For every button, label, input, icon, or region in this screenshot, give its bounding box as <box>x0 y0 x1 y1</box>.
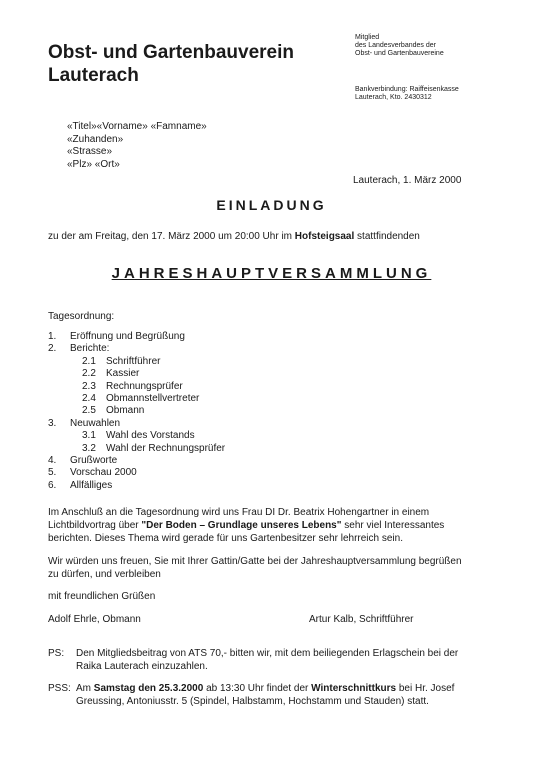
agenda-item-text: Grußworte <box>70 455 118 467</box>
agenda-item <box>48 455 225 467</box>
intro-text-after: stattfindenden <box>354 231 420 242</box>
pss-line1-a: Am <box>76 683 94 694</box>
agenda-item <box>48 368 225 380</box>
ps-line1: Den Mitgliedsbeitrag von ATS 70,- bitten wir, mit dem beiliegenden Erlagschein bei der <box>76 648 459 659</box>
signer-secretary: Artur Kalb, Schriftführer <box>309 614 414 625</box>
agenda-item <box>48 418 225 430</box>
pss-line1 <box>76 682 454 695</box>
ps-label: PS: <box>48 648 65 659</box>
agenda-item-text: Obmann <box>106 405 145 417</box>
lecture-line1: Im Anschluß an die Tagesordnung wird uns Frau DI Dr. Beatrix Hohengartner in einem <box>48 507 430 518</box>
welcome-line2: zu dürfen, und verbleiben <box>48 569 161 580</box>
agenda-item-number: 2.4 <box>82 393 96 405</box>
signer-chairman: Adolf Ehrle, Obmann <box>48 614 141 625</box>
pss-line1-e: bei Hr. Josef <box>396 683 455 694</box>
address-line2: «Zuhanden» <box>67 133 124 145</box>
intro-venue: Hofsteigsaal <box>294 231 355 242</box>
agenda-item-text: Rechnungsprüfer <box>106 380 183 392</box>
agenda-item-text: Berichte: <box>70 343 110 355</box>
ps-line2: Raika Lauterach einzuzahlen. <box>76 661 208 672</box>
agenda-item <box>48 443 225 455</box>
bank-line2: Lauterach, Kto. 2430312 <box>355 94 432 101</box>
agenda-item-text: Obmannstellvertreter <box>106 393 200 405</box>
org-name-line1: Obst- und Gartenbauverein <box>48 42 294 63</box>
membership-line1: Mitglied <box>355 34 380 41</box>
agenda-item-text: Neuwahlen <box>70 417 121 429</box>
agenda-item-text: Eröffnung und Begrüßung <box>70 331 185 342</box>
welcome-line1: Wir würden uns freuen, Sie mit Ihrer Gattin/Gatte bei der Jahreshauptversammlung begrüßen <box>48 556 462 567</box>
agenda-item-number: 2.3 <box>82 380 96 392</box>
address-block <box>67 121 207 171</box>
lecture-line2 <box>48 519 444 532</box>
agenda-item <box>48 430 225 442</box>
event-title: JAHRESHAUPTVERSAMMLUNG <box>111 265 432 282</box>
agenda-item-number: 2.5 <box>82 405 96 417</box>
agenda-item-number: 2.2 <box>82 368 96 380</box>
agenda-item <box>48 381 225 393</box>
agenda-item <box>48 356 225 368</box>
agenda-item-text: Allfälliges <box>70 479 113 491</box>
agenda-item <box>48 480 225 492</box>
agenda-item-number: 4. <box>48 455 57 467</box>
agenda-item-number: 3. <box>48 417 57 429</box>
agenda-item-number: 3.1 <box>82 430 96 442</box>
address-line4: «Plz» «Ort» <box>67 158 120 170</box>
agenda-list <box>48 331 225 492</box>
bank-line1: Bankverbindung: Raiffeisenkasse <box>355 86 459 93</box>
agenda-item-number: 5. <box>48 467 57 479</box>
agenda-item <box>48 467 225 479</box>
organization-name <box>48 41 294 87</box>
agenda-item-text: Vorschau 2000 <box>70 467 137 479</box>
agenda-item-number: 2. <box>48 343 57 355</box>
invitation-intro <box>48 230 420 243</box>
agenda-item-text: Schriftführer <box>106 355 161 367</box>
agenda-item-text: Kassier <box>106 368 140 380</box>
agenda-item-number: 2.1 <box>82 355 96 367</box>
pss-course: Winterschnittkurs <box>311 683 397 694</box>
bank-details <box>355 86 459 102</box>
closing-greeting: mit freundlichen Grüßen <box>48 591 156 602</box>
pss-line1-c: ab 13:30 Uhr findet der <box>203 683 312 694</box>
lecture-title: "Der Boden – Grundlage unseres Lebens" <box>141 520 342 531</box>
pss-line2: Greussing, Antoniusstr. 5 (Spindel, Halbstamm, Hochstamm und Stauden) statt. <box>76 696 429 707</box>
address-line3: «Strasse» <box>67 146 113 157</box>
agenda-item <box>48 393 225 405</box>
agenda-item <box>48 331 225 343</box>
invitation-title: EINLADUNG <box>216 197 327 213</box>
membership-line2: des Landesverbandes der <box>355 42 436 49</box>
intro-text-before: zu der am Freitag, den 17. März 2000 um 20:00 Uhr im <box>48 231 295 242</box>
pss-date: Samstag den 25.3.2000 <box>93 683 204 694</box>
pss-label: PSS: <box>48 683 71 694</box>
membership-note <box>355 34 444 58</box>
agenda-label: Tagesordnung: <box>48 311 115 322</box>
org-name-line2: Lauterach <box>48 65 139 86</box>
agenda-item-number: 6. <box>48 479 57 491</box>
agenda-item <box>48 343 225 355</box>
lecture-line2-after: sehr viel Interessantes <box>341 520 445 531</box>
pss-text <box>76 682 454 708</box>
agenda-item-number: 3.2 <box>82 442 96 454</box>
ps-text <box>76 647 458 673</box>
agenda-item <box>48 405 225 417</box>
address-line1: «Titel»«Vorname» «Famname» <box>67 121 207 132</box>
membership-line3: Obst- und Gartenbauvereine <box>355 50 444 57</box>
welcome-paragraph <box>48 555 462 581</box>
lecture-line2-before: Lichtbildvortrag über <box>48 520 142 531</box>
date-line: Lauterach, 1. März 2000 <box>353 175 462 186</box>
lecture-line3: berichten. Dieses Thema wird gerade für uns Gartenbesitzer sehr lehrreich sein. <box>48 533 403 544</box>
lecture-paragraph <box>48 506 444 545</box>
agenda-item-text: Wahl des Vorstands <box>106 430 195 442</box>
agenda-item-number: 1. <box>48 331 57 342</box>
agenda-item-text: Wahl der Rechnungsprüfer <box>106 442 226 454</box>
